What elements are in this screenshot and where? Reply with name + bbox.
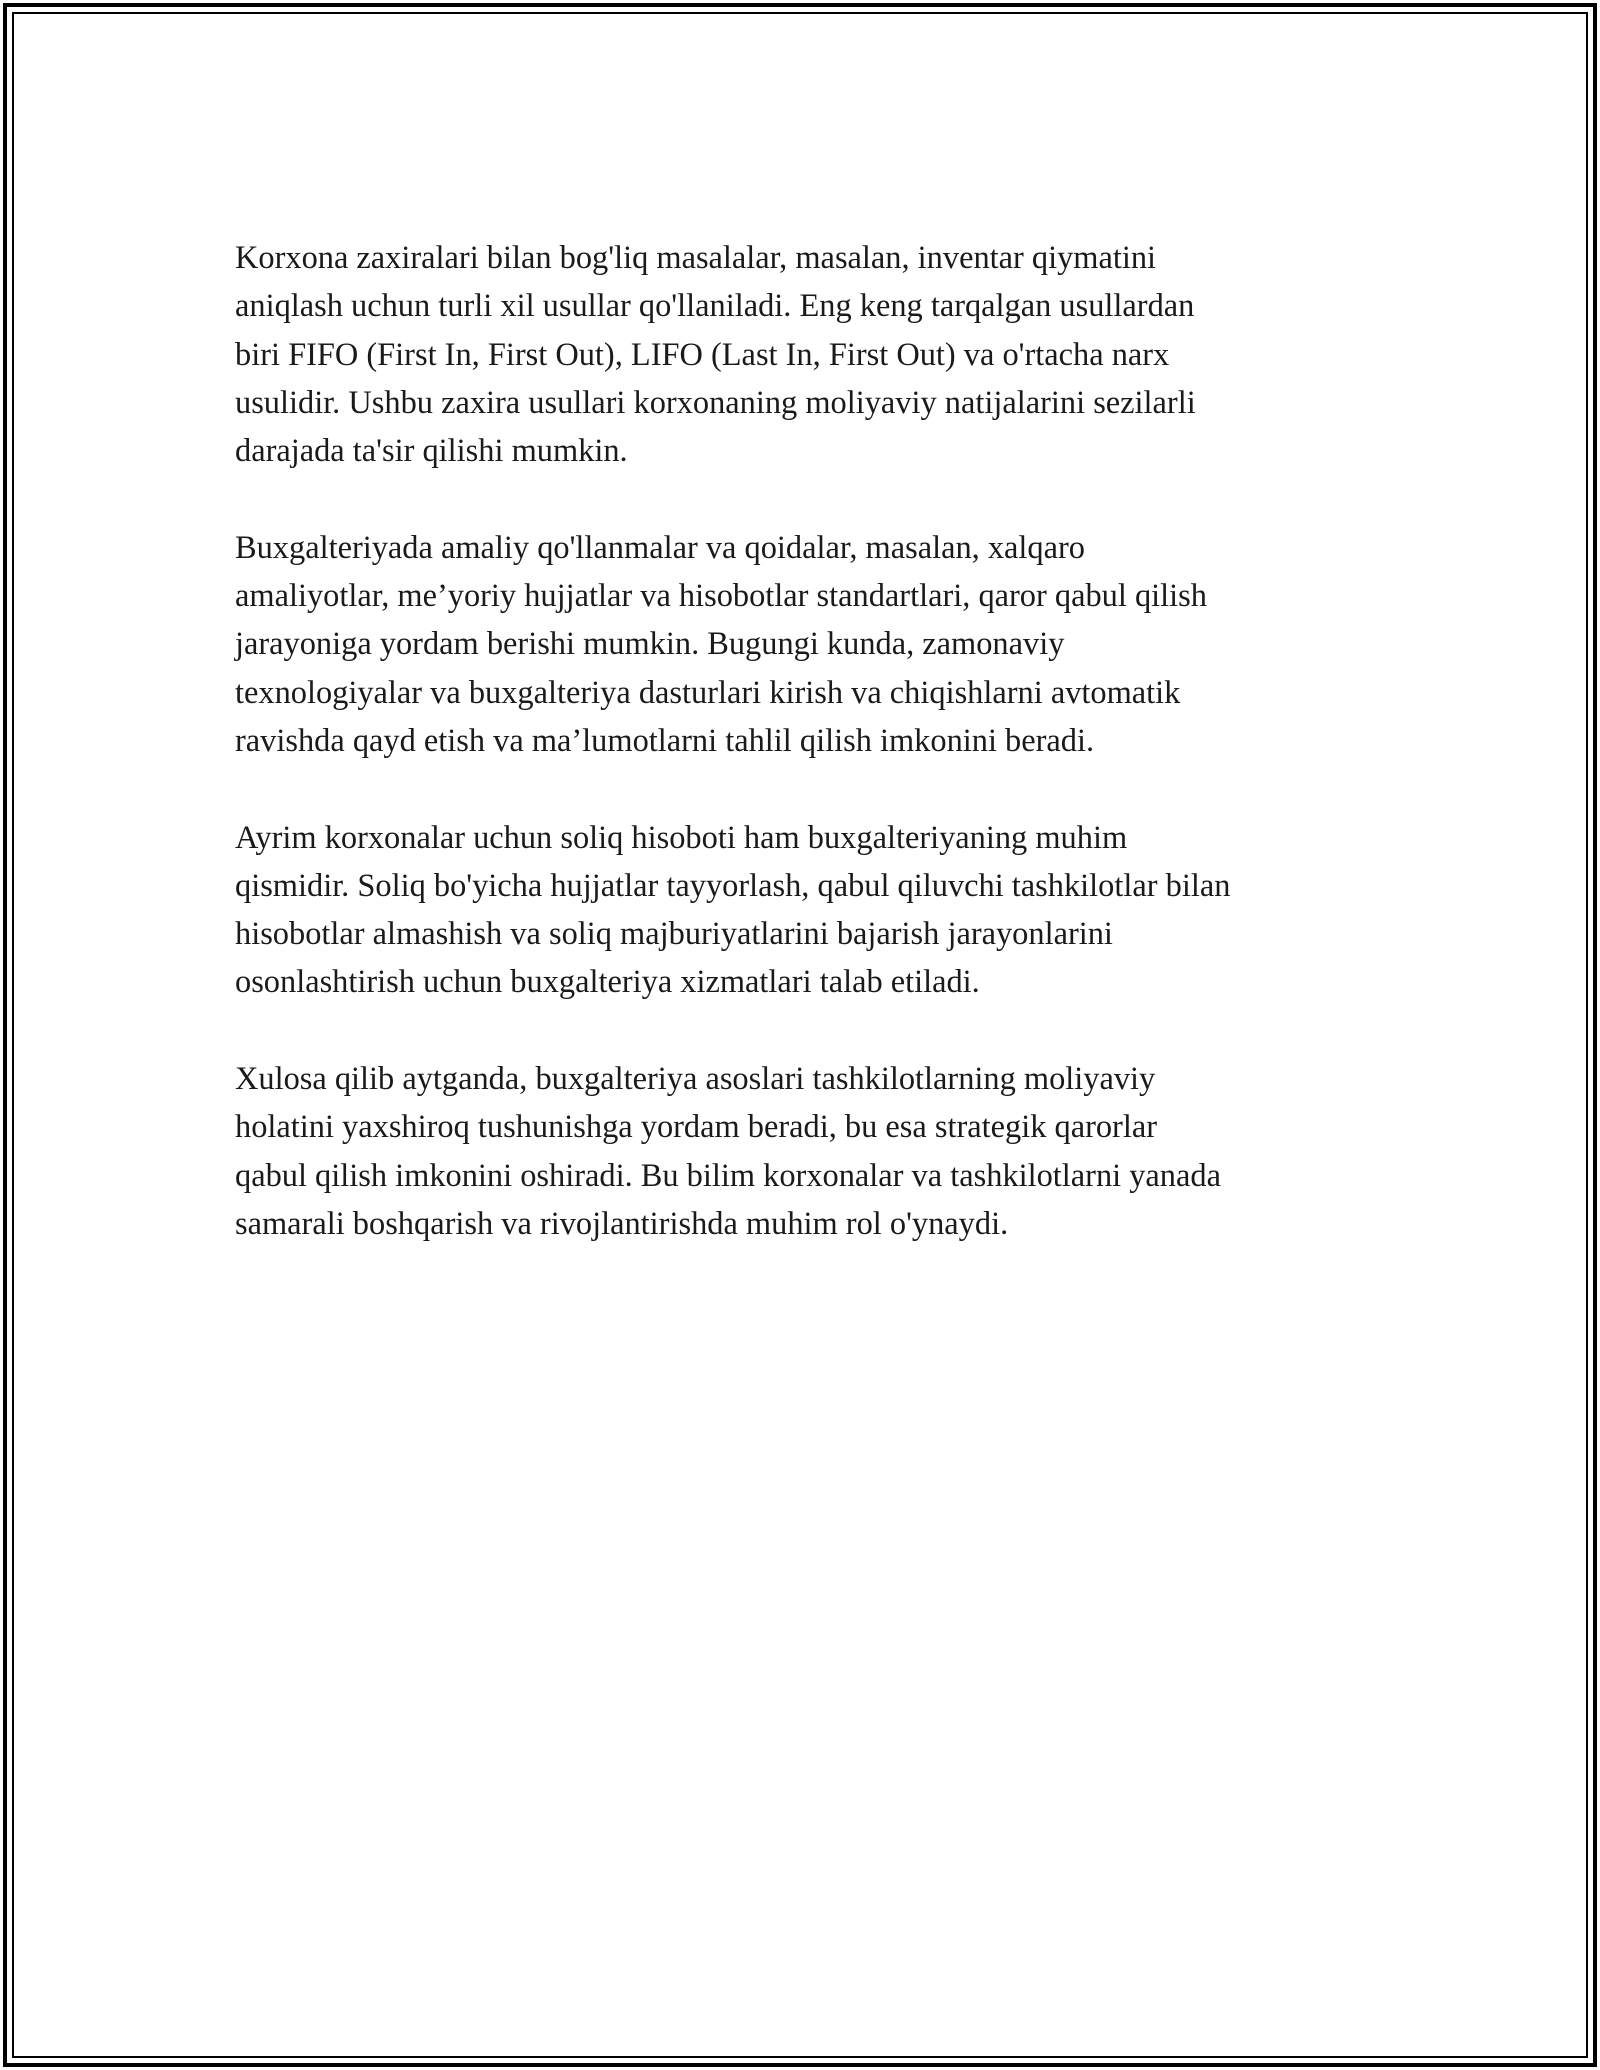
paragraph-conclusion: Xulosa qilib aytganda, buxgalteriya asoslari tashkilotlarning moliyaviy holatini yaxshiroq tushunishga yordam beradi, bu esa strategik qarorlar qabul qilish imkonini oshiradi. Bu bilim korxonalar va tashkilotlarni yanada samarali boshqarish va rivojlantirishda muhim rol o'ynaydi. [235, 1061, 1221, 1242]
paragraph-accounting-standards: Buxgalteriyada amaliy qo'llanmalar va qoidalar, masalan, xalqaro amaliyotlar, me’yoriy hujjatlar va hisobotlar standartlari, qaror qabul qilish jarayoniga yordam berishi mumkin. Bugungi kunda, zamonaviy texnologiyalar va buxgalteriya dasturlari kirish va chiqishlarni avtomatik ravishda qayd etish va ma’lumotlarni tahlil qilish imkonini beradi. [235, 529, 1207, 759]
paragraph-tax-reporting: Ayrim korxonalar uchun soliq hisoboti ham buxgalteriyaning muhim qismidir. Soliq bo'yicha hujjatlar tayyorlash, qabul qiluvchi tashkilotlar bilan hisobotlar almashish va soliq majburiyatlarini bajarish jarayonlarini osonlashtirish uchun buxgalteriya xizmatlari talab etiladi. [235, 819, 1231, 1001]
document-body [235, 234, 1375, 1297]
paragraph-inventory-methods: Korxona zaxiralari bilan bog'liq masalalar, masalan, inventar qiymatini aniqlash uchun turli xil usullar qo'llaniladi. Eng keng tarqalgan usullardan biri FIFO (First In, First Out), LIFO (Last In, First Out) va o'rtacha narx usulidir. Ushbu zaxira usullari korxonaning moliyaviy natijalarini sezilarli darajada ta'sir qilishi mumkin. [235, 240, 1196, 470]
